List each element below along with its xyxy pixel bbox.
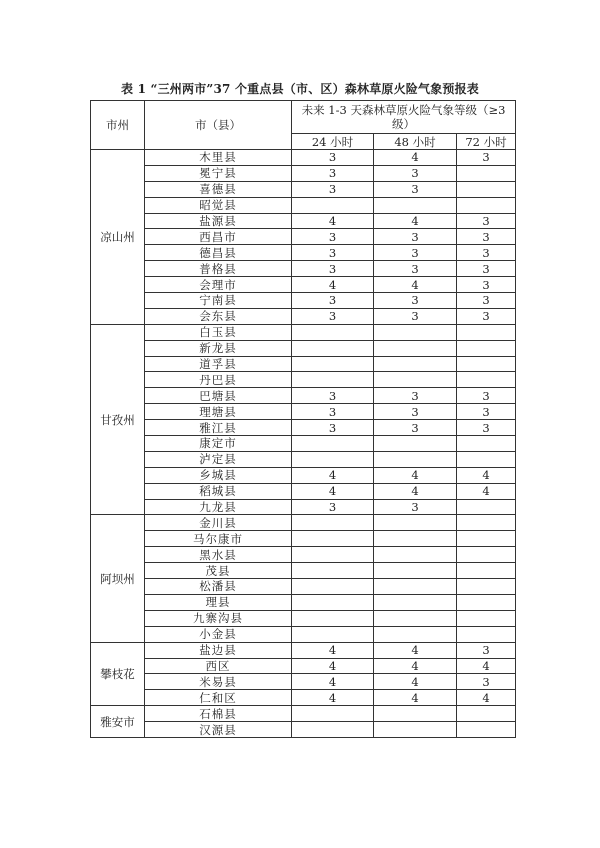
- level-48h-cell: 3: [374, 499, 457, 515]
- county-cell: 新龙县: [145, 340, 292, 356]
- level-24h-cell: [292, 547, 374, 563]
- table-row: [91, 467, 516, 483]
- level-48h-cell: 4: [374, 483, 457, 499]
- header-24h: 24 小时: [292, 134, 374, 150]
- county-cell: 盐边县: [145, 642, 292, 658]
- level-24h-cell: 3: [292, 261, 374, 277]
- table-row: [91, 547, 516, 563]
- county-cell: 稻城县: [145, 483, 292, 499]
- level-24h-cell: 4: [292, 642, 374, 658]
- county-cell: 丹巴县: [145, 372, 292, 388]
- level-24h-cell: [292, 579, 374, 595]
- level-48h-cell: 4: [374, 150, 457, 166]
- county-cell: 茂县: [145, 563, 292, 579]
- level-72h-cell: 3: [457, 308, 516, 324]
- table-row: [91, 420, 516, 436]
- level-72h-cell: [457, 610, 516, 626]
- county-cell: 金川县: [145, 515, 292, 531]
- level-24h-cell: [292, 340, 374, 356]
- level-48h-cell: 3: [374, 293, 457, 309]
- level-24h-cell: [292, 706, 374, 722]
- level-48h-cell: [374, 610, 457, 626]
- county-cell: 理县: [145, 594, 292, 610]
- level-48h-cell: 3: [374, 308, 457, 324]
- level-72h-cell: [457, 181, 516, 197]
- table-row: [91, 150, 516, 166]
- level-24h-cell: 4: [292, 277, 374, 293]
- level-24h-cell: [292, 594, 374, 610]
- level-72h-cell: [457, 356, 516, 372]
- county-cell: 宁南县: [145, 293, 292, 309]
- table-row: [91, 340, 516, 356]
- level-48h-cell: 4: [374, 642, 457, 658]
- header-county: 市（县）: [145, 101, 292, 150]
- level-72h-cell: 3: [457, 261, 516, 277]
- table-row: [91, 483, 516, 499]
- level-48h-cell: [374, 579, 457, 595]
- header-prefecture: 市州: [91, 101, 145, 150]
- county-cell: 仁和区: [145, 690, 292, 706]
- prefecture-cell: 攀枝花: [91, 642, 145, 706]
- level-72h-cell: [457, 324, 516, 340]
- level-24h-cell: 4: [292, 213, 374, 229]
- level-24h-cell: [292, 197, 374, 213]
- table-row: [91, 563, 516, 579]
- county-cell: 乡城县: [145, 467, 292, 483]
- county-cell: 道孚县: [145, 356, 292, 372]
- table-row: [91, 706, 516, 722]
- county-cell: 喜德县: [145, 181, 292, 197]
- table-row: [91, 356, 516, 372]
- county-cell: 石棉县: [145, 706, 292, 722]
- county-cell: 西区: [145, 658, 292, 674]
- header-48h: 48 小时: [374, 134, 457, 150]
- table-row: [91, 308, 516, 324]
- table-row: [91, 690, 516, 706]
- level-48h-cell: 3: [374, 261, 457, 277]
- level-72h-cell: [457, 372, 516, 388]
- table-row: [91, 610, 516, 626]
- level-24h-cell: 4: [292, 674, 374, 690]
- level-48h-cell: 4: [374, 690, 457, 706]
- level-48h-cell: [374, 372, 457, 388]
- county-cell: 冕宁县: [145, 165, 292, 181]
- table-row: [91, 245, 516, 261]
- level-24h-cell: [292, 722, 374, 738]
- prefecture-cell: 甘孜州: [91, 324, 145, 515]
- table-row: [91, 499, 516, 515]
- level-72h-cell: [457, 515, 516, 531]
- level-72h-cell: 3: [457, 388, 516, 404]
- county-cell: 小金县: [145, 626, 292, 642]
- table-row: [91, 165, 516, 181]
- table-row: [91, 388, 516, 404]
- level-48h-cell: 3: [374, 245, 457, 261]
- table-row: [91, 229, 516, 245]
- level-72h-cell: 4: [457, 467, 516, 483]
- fire-risk-forecast-table: [90, 100, 516, 738]
- level-24h-cell: 3: [292, 308, 374, 324]
- level-72h-cell: 4: [457, 483, 516, 499]
- table-row: [91, 642, 516, 658]
- level-24h-cell: 3: [292, 293, 374, 309]
- level-48h-cell: [374, 515, 457, 531]
- prefecture-cell: 凉山州: [91, 150, 145, 325]
- table-row: [91, 626, 516, 642]
- level-48h-cell: [374, 324, 457, 340]
- level-24h-cell: [292, 563, 374, 579]
- level-72h-cell: 3: [457, 245, 516, 261]
- county-cell: 昭觉县: [145, 197, 292, 213]
- county-cell: 理塘县: [145, 404, 292, 420]
- level-72h-cell: [457, 579, 516, 595]
- level-24h-cell: [292, 436, 374, 452]
- level-72h-cell: 3: [457, 229, 516, 245]
- county-cell: 马尔康市: [145, 531, 292, 547]
- level-72h-cell: 3: [457, 213, 516, 229]
- table-row: [91, 293, 516, 309]
- level-72h-cell: 3: [457, 420, 516, 436]
- table-row: [91, 277, 516, 293]
- level-48h-cell: [374, 531, 457, 547]
- level-48h-cell: 4: [374, 277, 457, 293]
- header-row: [91, 101, 516, 134]
- header-72h: 72 小时: [457, 134, 516, 150]
- level-48h-cell: [374, 356, 457, 372]
- county-cell: 松潘县: [145, 579, 292, 595]
- level-48h-cell: 3: [374, 165, 457, 181]
- table-row: [91, 594, 516, 610]
- table-row: [91, 197, 516, 213]
- level-48h-cell: 4: [374, 674, 457, 690]
- county-cell: 德昌县: [145, 245, 292, 261]
- table-row: [91, 579, 516, 595]
- level-48h-cell: 4: [374, 467, 457, 483]
- level-24h-cell: 4: [292, 690, 374, 706]
- level-48h-cell: 3: [374, 388, 457, 404]
- level-24h-cell: 3: [292, 181, 374, 197]
- level-72h-cell: 3: [457, 674, 516, 690]
- level-72h-cell: [457, 706, 516, 722]
- table-row: [91, 213, 516, 229]
- level-48h-cell: 4: [374, 213, 457, 229]
- level-48h-cell: 3: [374, 420, 457, 436]
- header-forecast: 未来 1-3 天森林草原火险气象等级（≥3 级）: [292, 101, 516, 134]
- level-72h-cell: 4: [457, 658, 516, 674]
- level-48h-cell: [374, 197, 457, 213]
- county-cell: 汉源县: [145, 722, 292, 738]
- level-72h-cell: [457, 531, 516, 547]
- county-cell: 西昌市: [145, 229, 292, 245]
- table-row: [91, 531, 516, 547]
- table-body: [91, 150, 516, 738]
- level-72h-cell: [457, 563, 516, 579]
- level-72h-cell: 3: [457, 642, 516, 658]
- level-24h-cell: 4: [292, 483, 374, 499]
- table-row: [91, 324, 516, 340]
- level-24h-cell: 4: [292, 658, 374, 674]
- level-48h-cell: 3: [374, 404, 457, 420]
- table-row: [91, 451, 516, 467]
- level-48h-cell: [374, 706, 457, 722]
- county-cell: 会东县: [145, 308, 292, 324]
- level-48h-cell: [374, 594, 457, 610]
- county-cell: 会理市: [145, 277, 292, 293]
- level-24h-cell: [292, 372, 374, 388]
- level-24h-cell: [292, 515, 374, 531]
- county-cell: 九龙县: [145, 499, 292, 515]
- level-24h-cell: 3: [292, 404, 374, 420]
- table-row: [91, 261, 516, 277]
- level-48h-cell: [374, 451, 457, 467]
- county-cell: 康定市: [145, 436, 292, 452]
- level-72h-cell: [457, 197, 516, 213]
- level-72h-cell: [457, 165, 516, 181]
- table-row: [91, 658, 516, 674]
- prefecture-cell: 雅安市: [91, 706, 145, 738]
- level-72h-cell: [457, 436, 516, 452]
- prefecture-cell: 阿坝州: [91, 515, 145, 642]
- table-row: [91, 372, 516, 388]
- level-48h-cell: [374, 722, 457, 738]
- county-cell: 黑水县: [145, 547, 292, 563]
- level-72h-cell: [457, 547, 516, 563]
- table-row: [91, 515, 516, 531]
- level-24h-cell: 3: [292, 388, 374, 404]
- level-72h-cell: [457, 594, 516, 610]
- level-72h-cell: 3: [457, 404, 516, 420]
- level-24h-cell: [292, 324, 374, 340]
- level-48h-cell: [374, 340, 457, 356]
- table-row: [91, 722, 516, 738]
- level-72h-cell: 3: [457, 277, 516, 293]
- level-72h-cell: 3: [457, 150, 516, 166]
- level-48h-cell: [374, 626, 457, 642]
- county-cell: 木里县: [145, 150, 292, 166]
- level-48h-cell: 3: [374, 229, 457, 245]
- level-24h-cell: 3: [292, 150, 374, 166]
- table-row: [91, 181, 516, 197]
- level-24h-cell: 3: [292, 420, 374, 436]
- table-row: [91, 404, 516, 420]
- county-cell: 泸定县: [145, 451, 292, 467]
- level-48h-cell: [374, 547, 457, 563]
- level-24h-cell: 3: [292, 165, 374, 181]
- level-72h-cell: 4: [457, 690, 516, 706]
- county-cell: 普格县: [145, 261, 292, 277]
- level-72h-cell: [457, 451, 516, 467]
- level-48h-cell: [374, 436, 457, 452]
- level-24h-cell: [292, 531, 374, 547]
- level-72h-cell: [457, 340, 516, 356]
- level-48h-cell: 3: [374, 181, 457, 197]
- county-cell: 巴塘县: [145, 388, 292, 404]
- level-24h-cell: [292, 626, 374, 642]
- level-72h-cell: 3: [457, 293, 516, 309]
- table-title: 表 1 “三州两市”37 个重点县（市、区）森林草原火险气象预报表: [121, 82, 479, 96]
- county-cell: 雅江县: [145, 420, 292, 436]
- level-24h-cell: 4: [292, 467, 374, 483]
- level-24h-cell: 3: [292, 499, 374, 515]
- level-72h-cell: [457, 722, 516, 738]
- table-row: [91, 436, 516, 452]
- level-24h-cell: 3: [292, 245, 374, 261]
- level-24h-cell: [292, 610, 374, 626]
- level-24h-cell: [292, 356, 374, 372]
- level-72h-cell: [457, 626, 516, 642]
- county-cell: 白玉县: [145, 324, 292, 340]
- level-48h-cell: 4: [374, 658, 457, 674]
- level-24h-cell: [292, 451, 374, 467]
- county-cell: 米易县: [145, 674, 292, 690]
- table-row: [91, 674, 516, 690]
- level-48h-cell: [374, 563, 457, 579]
- county-cell: 九寨沟县: [145, 610, 292, 626]
- level-24h-cell: 3: [292, 229, 374, 245]
- county-cell: 盐源县: [145, 213, 292, 229]
- level-72h-cell: [457, 499, 516, 515]
